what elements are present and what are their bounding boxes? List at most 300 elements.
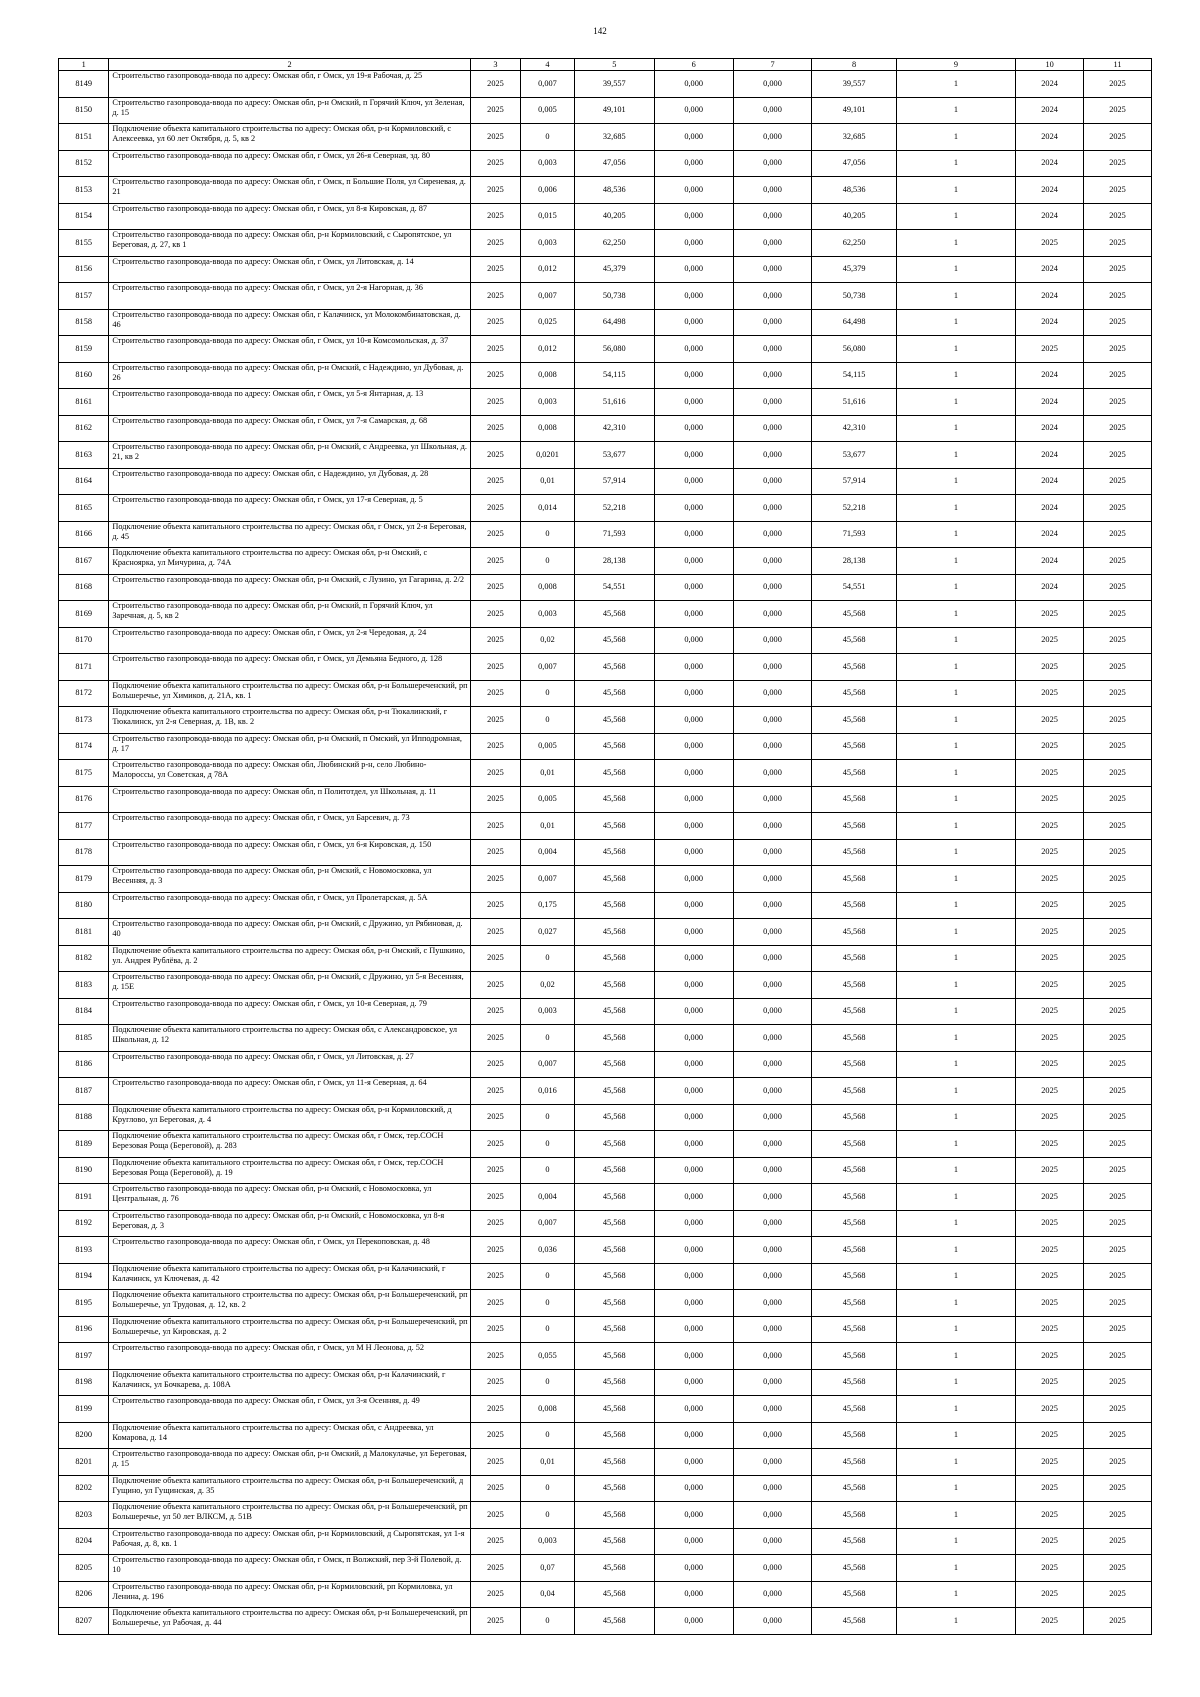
table-row bbox=[59, 892, 1152, 919]
col-4-value-cell: 0,008 bbox=[521, 574, 575, 601]
col-9-value-cell: 1 bbox=[896, 548, 1015, 575]
col-10-year-cell: 2025 bbox=[1016, 998, 1084, 1025]
col-10-year-cell: 2025 bbox=[1016, 680, 1084, 707]
col-9-value-cell: 1 bbox=[896, 362, 1015, 389]
col-7-value-cell: 0,000 bbox=[733, 1502, 812, 1529]
col-3-year-cell: 2025 bbox=[470, 919, 520, 946]
col-5-value-cell: 32,685 bbox=[574, 124, 654, 151]
col-9-value-cell: 1 bbox=[896, 1555, 1015, 1582]
table-row bbox=[59, 230, 1152, 257]
col-8-value-cell: 48,536 bbox=[812, 177, 896, 204]
col-5-value-cell: 45,568 bbox=[574, 1131, 654, 1158]
col-3-year-cell: 2025 bbox=[470, 1237, 520, 1264]
table-row bbox=[59, 150, 1152, 177]
col-4-value-cell: 0,005 bbox=[521, 786, 575, 813]
col-3-year-cell: 2025 bbox=[470, 654, 520, 681]
col-7-value-cell: 0,000 bbox=[733, 309, 812, 336]
col-9-value-cell: 1 bbox=[896, 601, 1015, 628]
row-number-cell: 8194 bbox=[59, 1263, 109, 1290]
table-row bbox=[59, 203, 1152, 230]
table-row bbox=[59, 733, 1152, 760]
col-10-year-cell: 2025 bbox=[1016, 1104, 1084, 1131]
col-10-year-cell: 2025 bbox=[1016, 1343, 1084, 1370]
table-row bbox=[59, 415, 1152, 442]
col-3-year-cell: 2025 bbox=[470, 1608, 520, 1635]
object-description-cell: Строительство газопровода-ввода по адресу: Омская обл, Любинский р-н, село Любино-Малороссы, ул Советская, д 78А bbox=[109, 760, 470, 787]
col-8-value-cell: 40,205 bbox=[812, 203, 896, 230]
col-10-year-cell: 2025 bbox=[1016, 1502, 1084, 1529]
col-5-value-cell: 54,551 bbox=[574, 574, 654, 601]
row-number-cell: 8163 bbox=[59, 442, 109, 469]
col-11-year-cell: 2025 bbox=[1084, 601, 1152, 628]
col-5-value-cell: 45,379 bbox=[574, 256, 654, 283]
col-4-value-cell: 0,0201 bbox=[521, 442, 575, 469]
col-9-value-cell: 1 bbox=[896, 1210, 1015, 1237]
col-5-value-cell: 45,568 bbox=[574, 680, 654, 707]
row-number-cell: 8155 bbox=[59, 230, 109, 257]
col-11-year-cell: 2025 bbox=[1084, 1184, 1152, 1211]
row-number-cell: 8203 bbox=[59, 1502, 109, 1529]
col-6-value-cell: 0,000 bbox=[654, 1210, 733, 1237]
table-row bbox=[59, 336, 1152, 363]
col-10-year-cell: 2025 bbox=[1016, 707, 1084, 734]
column-header-5: 5 bbox=[574, 59, 654, 71]
col-9-value-cell: 1 bbox=[896, 230, 1015, 257]
row-number-cell: 8173 bbox=[59, 707, 109, 734]
col-3-year-cell: 2025 bbox=[470, 733, 520, 760]
col-5-value-cell: 28,138 bbox=[574, 548, 654, 575]
col-7-value-cell: 0,000 bbox=[733, 177, 812, 204]
col-9-value-cell: 1 bbox=[896, 1051, 1015, 1078]
col-10-year-cell: 2025 bbox=[1016, 1184, 1084, 1211]
col-4-value-cell: 0,007 bbox=[521, 866, 575, 893]
col-5-value-cell: 45,568 bbox=[574, 707, 654, 734]
col-4-value-cell: 0,025 bbox=[521, 309, 575, 336]
col-8-value-cell: 45,568 bbox=[812, 1528, 896, 1555]
col-10-year-cell: 2025 bbox=[1016, 813, 1084, 840]
col-3-year-cell: 2025 bbox=[470, 283, 520, 310]
col-4-value-cell: 0 bbox=[521, 124, 575, 151]
table-row bbox=[59, 574, 1152, 601]
col-5-value-cell: 45,568 bbox=[574, 1608, 654, 1635]
row-number-cell: 8172 bbox=[59, 680, 109, 707]
col-8-value-cell: 45,568 bbox=[812, 1025, 896, 1052]
object-description-cell: Строительство газопровода-ввода по адресу: Омская обл, г Омск, ул 10-я Комсомольская, д. 37 bbox=[109, 336, 470, 363]
col-4-value-cell: 0,175 bbox=[521, 892, 575, 919]
col-4-value-cell: 0,036 bbox=[521, 1237, 575, 1264]
col-11-year-cell: 2025 bbox=[1084, 71, 1152, 98]
col-10-year-cell: 2025 bbox=[1016, 866, 1084, 893]
col-9-value-cell: 1 bbox=[896, 1025, 1015, 1052]
row-number-cell: 8158 bbox=[59, 309, 109, 336]
col-9-value-cell: 1 bbox=[896, 1343, 1015, 1370]
col-6-value-cell: 0,000 bbox=[654, 521, 733, 548]
table-row bbox=[59, 1131, 1152, 1158]
row-number-cell: 8201 bbox=[59, 1449, 109, 1476]
object-description-cell: Строительство газопровода-ввода по адресу: Омская обл, г Омск, ул 17-я Северная, д. 5 bbox=[109, 495, 470, 522]
col-11-year-cell: 2025 bbox=[1084, 177, 1152, 204]
col-5-value-cell: 45,568 bbox=[574, 972, 654, 999]
object-description-cell: Строительство газопровода-ввода по адресу: Омская обл, р-н Омский, с Дружино, ул Рябиновая, д. 40 bbox=[109, 919, 470, 946]
table-row bbox=[59, 71, 1152, 98]
col-6-value-cell: 0,000 bbox=[654, 468, 733, 495]
col-9-value-cell: 1 bbox=[896, 71, 1015, 98]
table-row bbox=[59, 707, 1152, 734]
col-10-year-cell: 2024 bbox=[1016, 124, 1084, 151]
col-6-value-cell: 0,000 bbox=[654, 1422, 733, 1449]
col-7-value-cell: 0,000 bbox=[733, 601, 812, 628]
col-7-value-cell: 0,000 bbox=[733, 654, 812, 681]
col-4-value-cell: 0 bbox=[521, 1608, 575, 1635]
row-number-cell: 8157 bbox=[59, 283, 109, 310]
table-row bbox=[59, 1396, 1152, 1423]
row-number-cell: 8182 bbox=[59, 945, 109, 972]
col-7-value-cell: 0,000 bbox=[733, 256, 812, 283]
col-11-year-cell: 2025 bbox=[1084, 97, 1152, 124]
col-8-value-cell: 45,379 bbox=[812, 256, 896, 283]
col-4-value-cell: 0,007 bbox=[521, 71, 575, 98]
col-11-year-cell: 2025 bbox=[1084, 1078, 1152, 1105]
col-10-year-cell: 2024 bbox=[1016, 97, 1084, 124]
col-5-value-cell: 62,250 bbox=[574, 230, 654, 257]
col-10-year-cell: 2025 bbox=[1016, 1157, 1084, 1184]
object-description-cell: Подключение объекта капитального строительства по адресу: Омская обл, р-н Кормиловский, д Круглово, ул Береговая, д. 4 bbox=[109, 1104, 470, 1131]
col-11-year-cell: 2025 bbox=[1084, 1290, 1152, 1317]
col-10-year-cell: 2024 bbox=[1016, 150, 1084, 177]
col-3-year-cell: 2025 bbox=[470, 150, 520, 177]
col-10-year-cell: 2025 bbox=[1016, 1555, 1084, 1582]
col-11-year-cell: 2025 bbox=[1084, 283, 1152, 310]
col-7-value-cell: 0,000 bbox=[733, 1449, 812, 1476]
col-5-value-cell: 53,677 bbox=[574, 442, 654, 469]
col-3-year-cell: 2025 bbox=[470, 1528, 520, 1555]
table-row bbox=[59, 1025, 1152, 1052]
col-6-value-cell: 0,000 bbox=[654, 1369, 733, 1396]
object-description-cell: Строительство газопровода-ввода по адресу: Омская обл, р-н Омский, п Омский, ул Ипподромная, д. 17 bbox=[109, 733, 470, 760]
col-5-value-cell: 45,568 bbox=[574, 945, 654, 972]
col-5-value-cell: 57,914 bbox=[574, 468, 654, 495]
row-number-cell: 8170 bbox=[59, 627, 109, 654]
object-description-cell: Подключение объекта капитального строительства по адресу: Омская обл, с Андреевка, ул Комарова, д. 14 bbox=[109, 1422, 470, 1449]
table-row bbox=[59, 521, 1152, 548]
col-10-year-cell: 2024 bbox=[1016, 521, 1084, 548]
col-11-year-cell: 2025 bbox=[1084, 627, 1152, 654]
col-10-year-cell: 2024 bbox=[1016, 415, 1084, 442]
col-11-year-cell: 2025 bbox=[1084, 203, 1152, 230]
col-9-value-cell: 1 bbox=[896, 998, 1015, 1025]
col-9-value-cell: 1 bbox=[896, 972, 1015, 999]
column-header-3: 3 bbox=[470, 59, 520, 71]
object-description-cell: Подключение объекта капитального строительства по адресу: Омская обл, р-н Омский, с Пушкино, ул. Андрея Рублёва, д. 2 bbox=[109, 945, 470, 972]
col-9-value-cell: 1 bbox=[896, 892, 1015, 919]
row-number-cell: 8150 bbox=[59, 97, 109, 124]
col-3-year-cell: 2025 bbox=[470, 1051, 520, 1078]
col-4-value-cell: 0 bbox=[521, 1263, 575, 1290]
row-number-cell: 8205 bbox=[59, 1555, 109, 1582]
col-6-value-cell: 0,000 bbox=[654, 574, 733, 601]
col-4-value-cell: 0,003 bbox=[521, 601, 575, 628]
col-7-value-cell: 0,000 bbox=[733, 1369, 812, 1396]
col-5-value-cell: 45,568 bbox=[574, 1184, 654, 1211]
col-5-value-cell: 45,568 bbox=[574, 1422, 654, 1449]
col-4-value-cell: 0 bbox=[521, 945, 575, 972]
col-3-year-cell: 2025 bbox=[470, 972, 520, 999]
col-11-year-cell: 2025 bbox=[1084, 945, 1152, 972]
table-row bbox=[59, 972, 1152, 999]
object-description-cell: Строительство газопровода-ввода по адресу: Омская обл, г Омск, ул Литовская, д. 14 bbox=[109, 256, 470, 283]
col-10-year-cell: 2024 bbox=[1016, 442, 1084, 469]
row-number-cell: 8178 bbox=[59, 839, 109, 866]
col-10-year-cell: 2025 bbox=[1016, 945, 1084, 972]
col-6-value-cell: 0,000 bbox=[654, 1581, 733, 1608]
col-6-value-cell: 0,000 bbox=[654, 256, 733, 283]
row-number-cell: 8199 bbox=[59, 1396, 109, 1423]
object-description-cell: Строительство газопровода-ввода по адресу: Омская обл, г Омск, ул М Н Леонова, д. 52 bbox=[109, 1343, 470, 1370]
col-11-year-cell: 2025 bbox=[1084, 362, 1152, 389]
col-8-value-cell: 45,568 bbox=[812, 1210, 896, 1237]
object-description-cell: Подключение объекта капитального строительства по адресу: Омская обл, р-н Большереченский, д Гущино, ул Гущинская, д. 35 bbox=[109, 1475, 470, 1502]
col-10-year-cell: 2025 bbox=[1016, 1078, 1084, 1105]
row-number-cell: 8153 bbox=[59, 177, 109, 204]
col-10-year-cell: 2025 bbox=[1016, 1449, 1084, 1476]
row-number-cell: 8161 bbox=[59, 389, 109, 416]
col-7-value-cell: 0,000 bbox=[733, 1051, 812, 1078]
object-description-cell: Подключение объекта капитального строительства по адресу: Омская обл, г Омск, тер.СОСН Березовая Роща (Береговой), д. 19 bbox=[109, 1157, 470, 1184]
col-7-value-cell: 0,000 bbox=[733, 1528, 812, 1555]
col-5-value-cell: 45,568 bbox=[574, 1025, 654, 1052]
col-3-year-cell: 2025 bbox=[470, 1422, 520, 1449]
col-7-value-cell: 0,000 bbox=[733, 786, 812, 813]
object-description-cell: Подключение объекта капитального строительства по адресу: Омская обл, р-н Тюкалинский, г Тюкалинск, ул 2-я Северная, д. 1В, кв. 2 bbox=[109, 707, 470, 734]
col-6-value-cell: 0,000 bbox=[654, 203, 733, 230]
object-description-cell: Строительство газопровода-ввода по адресу: Омская обл, р-н Омский, п Горячий Ключ, ул Зеленая, д. 15 bbox=[109, 97, 470, 124]
col-9-value-cell: 1 bbox=[896, 1502, 1015, 1529]
col-3-year-cell: 2025 bbox=[470, 389, 520, 416]
col-11-year-cell: 2025 bbox=[1084, 919, 1152, 946]
col-7-value-cell: 0,000 bbox=[733, 680, 812, 707]
row-number-cell: 8151 bbox=[59, 124, 109, 151]
table-row bbox=[59, 1343, 1152, 1370]
row-number-cell: 8188 bbox=[59, 1104, 109, 1131]
object-description-cell: Подключение объекта капитального строительства по адресу: Омская обл, р-н Большереченский, рп Большеречье, ул 50 лет ВЛКСМ, д. 51В bbox=[109, 1502, 470, 1529]
table-row bbox=[59, 1608, 1152, 1635]
col-4-value-cell: 0 bbox=[521, 707, 575, 734]
col-3-year-cell: 2025 bbox=[470, 627, 520, 654]
col-9-value-cell: 1 bbox=[896, 1608, 1015, 1635]
row-number-cell: 8167 bbox=[59, 548, 109, 575]
col-8-value-cell: 45,568 bbox=[812, 1237, 896, 1264]
col-8-value-cell: 45,568 bbox=[812, 1396, 896, 1423]
col-9-value-cell: 1 bbox=[896, 733, 1015, 760]
col-8-value-cell: 42,310 bbox=[812, 415, 896, 442]
col-5-value-cell: 47,056 bbox=[574, 150, 654, 177]
table-row bbox=[59, 97, 1152, 124]
row-number-cell: 8177 bbox=[59, 813, 109, 840]
col-6-value-cell: 0,000 bbox=[654, 1555, 733, 1582]
col-7-value-cell: 0,000 bbox=[733, 574, 812, 601]
table-row bbox=[59, 813, 1152, 840]
object-description-cell: Строительство газопровода-ввода по адресу: Омская обл, р-н Омский, с Надеждино, ул Дубовая, д. 26 bbox=[109, 362, 470, 389]
col-3-year-cell: 2025 bbox=[470, 1104, 520, 1131]
col-9-value-cell: 1 bbox=[896, 1369, 1015, 1396]
col-3-year-cell: 2025 bbox=[470, 574, 520, 601]
col-11-year-cell: 2025 bbox=[1084, 521, 1152, 548]
col-8-value-cell: 64,498 bbox=[812, 309, 896, 336]
object-description-cell: Строительство газопровода-ввода по адресу: Омская обл, г Калачинск, ул Молокомбинатовская, д. 46 bbox=[109, 309, 470, 336]
col-3-year-cell: 2025 bbox=[470, 495, 520, 522]
col-11-year-cell: 2025 bbox=[1084, 1581, 1152, 1608]
col-10-year-cell: 2024 bbox=[1016, 548, 1084, 575]
col-9-value-cell: 1 bbox=[896, 389, 1015, 416]
col-5-value-cell: 45,568 bbox=[574, 1528, 654, 1555]
col-6-value-cell: 0,000 bbox=[654, 442, 733, 469]
col-6-value-cell: 0,000 bbox=[654, 336, 733, 363]
row-number-cell: 8196 bbox=[59, 1316, 109, 1343]
row-number-cell: 8185 bbox=[59, 1025, 109, 1052]
col-4-value-cell: 0 bbox=[521, 1290, 575, 1317]
col-10-year-cell: 2024 bbox=[1016, 177, 1084, 204]
row-number-cell: 8193 bbox=[59, 1237, 109, 1264]
row-number-cell: 8165 bbox=[59, 495, 109, 522]
table-row bbox=[59, 1422, 1152, 1449]
col-9-value-cell: 1 bbox=[896, 627, 1015, 654]
col-11-year-cell: 2025 bbox=[1084, 1131, 1152, 1158]
col-11-year-cell: 2025 bbox=[1084, 336, 1152, 363]
col-8-value-cell: 71,593 bbox=[812, 521, 896, 548]
col-4-value-cell: 0,007 bbox=[521, 1210, 575, 1237]
col-8-value-cell: 45,568 bbox=[812, 680, 896, 707]
col-5-value-cell: 45,568 bbox=[574, 919, 654, 946]
col-8-value-cell: 45,568 bbox=[812, 627, 896, 654]
col-3-year-cell: 2025 bbox=[470, 1343, 520, 1370]
col-7-value-cell: 0,000 bbox=[733, 495, 812, 522]
col-4-value-cell: 0,01 bbox=[521, 1449, 575, 1476]
col-9-value-cell: 1 bbox=[896, 97, 1015, 124]
col-5-value-cell: 39,557 bbox=[574, 71, 654, 98]
col-3-year-cell: 2025 bbox=[470, 442, 520, 469]
col-11-year-cell: 2025 bbox=[1084, 654, 1152, 681]
col-4-value-cell: 0,006 bbox=[521, 177, 575, 204]
col-9-value-cell: 1 bbox=[896, 415, 1015, 442]
col-8-value-cell: 45,568 bbox=[812, 866, 896, 893]
col-3-year-cell: 2025 bbox=[470, 1131, 520, 1158]
col-3-year-cell: 2025 bbox=[470, 892, 520, 919]
col-10-year-cell: 2025 bbox=[1016, 1422, 1084, 1449]
col-10-year-cell: 2025 bbox=[1016, 1396, 1084, 1423]
col-3-year-cell: 2025 bbox=[470, 1263, 520, 1290]
col-4-value-cell: 0,003 bbox=[521, 1528, 575, 1555]
col-7-value-cell: 0,000 bbox=[733, 415, 812, 442]
col-3-year-cell: 2025 bbox=[470, 415, 520, 442]
row-number-cell: 8176 bbox=[59, 786, 109, 813]
table-row bbox=[59, 786, 1152, 813]
col-4-value-cell: 0,01 bbox=[521, 760, 575, 787]
object-description-cell: Подключение объекта капитального строительства по адресу: Омская обл, г Омск, ул 2-я Береговая, д. 45 bbox=[109, 521, 470, 548]
col-3-year-cell: 2025 bbox=[470, 866, 520, 893]
col-8-value-cell: 53,677 bbox=[812, 442, 896, 469]
col-6-value-cell: 0,000 bbox=[654, 1449, 733, 1476]
col-4-value-cell: 0,007 bbox=[521, 654, 575, 681]
col-10-year-cell: 2025 bbox=[1016, 733, 1084, 760]
col-6-value-cell: 0,000 bbox=[654, 998, 733, 1025]
col-10-year-cell: 2024 bbox=[1016, 71, 1084, 98]
col-3-year-cell: 2025 bbox=[470, 945, 520, 972]
col-9-value-cell: 1 bbox=[896, 521, 1015, 548]
row-number-cell: 8149 bbox=[59, 71, 109, 98]
object-description-cell: Строительство газопровода-ввода по адресу: Омская обл, г Омск, ул 7-я Самарская, д. 68 bbox=[109, 415, 470, 442]
col-6-value-cell: 0,000 bbox=[654, 495, 733, 522]
col-11-year-cell: 2025 bbox=[1084, 1237, 1152, 1264]
object-description-cell: Строительство газопровода-ввода по адресу: Омская обл, р-н Омский, с Новомосковка, ул 8-я Береговая, д. 3 bbox=[109, 1210, 470, 1237]
col-9-value-cell: 1 bbox=[896, 1475, 1015, 1502]
table-row bbox=[59, 680, 1152, 707]
col-8-value-cell: 45,568 bbox=[812, 1369, 896, 1396]
row-number-cell: 8202 bbox=[59, 1475, 109, 1502]
col-11-year-cell: 2025 bbox=[1084, 733, 1152, 760]
object-description-cell: Строительство газопровода-ввода по адресу: Омская обл, г Омск, ул 6-я Кировская, д. 150 bbox=[109, 839, 470, 866]
table-row bbox=[59, 1210, 1152, 1237]
row-number-cell: 8175 bbox=[59, 760, 109, 787]
object-description-cell: Подключение объекта капитального строительства по адресу: Омская обл, р-н Калачинский, г Калачинск, ул Бочкарева, д. 108А bbox=[109, 1369, 470, 1396]
table-row bbox=[59, 945, 1152, 972]
col-8-value-cell: 45,568 bbox=[812, 972, 896, 999]
col-3-year-cell: 2025 bbox=[470, 177, 520, 204]
col-5-value-cell: 45,568 bbox=[574, 1104, 654, 1131]
row-number-cell: 8166 bbox=[59, 521, 109, 548]
table-row bbox=[59, 1051, 1152, 1078]
col-7-value-cell: 0,000 bbox=[733, 150, 812, 177]
col-8-value-cell: 45,568 bbox=[812, 998, 896, 1025]
col-11-year-cell: 2025 bbox=[1084, 1369, 1152, 1396]
col-11-year-cell: 2025 bbox=[1084, 495, 1152, 522]
table-row bbox=[59, 1316, 1152, 1343]
object-description-cell: Строительство газопровода-ввода по адресу: Омская обл, г Омск, ул 19-я Рабочая, д. 25 bbox=[109, 71, 470, 98]
col-4-value-cell: 0 bbox=[521, 680, 575, 707]
col-7-value-cell: 0,000 bbox=[733, 945, 812, 972]
col-6-value-cell: 0,000 bbox=[654, 601, 733, 628]
header-row bbox=[59, 59, 1152, 71]
col-6-value-cell: 0,000 bbox=[654, 283, 733, 310]
col-6-value-cell: 0,000 bbox=[654, 150, 733, 177]
col-4-value-cell: 0,014 bbox=[521, 495, 575, 522]
table-row bbox=[59, 1290, 1152, 1317]
col-6-value-cell: 0,000 bbox=[654, 362, 733, 389]
col-8-value-cell: 45,568 bbox=[812, 1343, 896, 1370]
object-description-cell: Подключение объекта капитального строительства по адресу: Омская обл, г Омск, тер.СОСН Березовая Роща (Береговой), д. 283 bbox=[109, 1131, 470, 1158]
col-8-value-cell: 45,568 bbox=[812, 1581, 896, 1608]
col-10-year-cell: 2024 bbox=[1016, 495, 1084, 522]
object-description-cell: Подключение объекта капитального строительства по адресу: Омская обл, р-н Кормиловский, с Алексеевка, ул 60 лет Октября, д. 5, кв 2 bbox=[109, 124, 470, 151]
col-3-year-cell: 2025 bbox=[470, 468, 520, 495]
col-7-value-cell: 0,000 bbox=[733, 1025, 812, 1052]
col-4-value-cell: 0,008 bbox=[521, 1396, 575, 1423]
col-11-year-cell: 2025 bbox=[1084, 707, 1152, 734]
row-number-cell: 8160 bbox=[59, 362, 109, 389]
col-7-value-cell: 0,000 bbox=[733, 362, 812, 389]
col-4-value-cell: 0 bbox=[521, 521, 575, 548]
object-description-cell: Строительство газопровода-ввода по адресу: Омская обл, р-н Омский, с Новомосковка, ул Весенняя, д. 3 bbox=[109, 866, 470, 893]
col-11-year-cell: 2025 bbox=[1084, 548, 1152, 575]
col-7-value-cell: 0,000 bbox=[733, 707, 812, 734]
table-row bbox=[59, 548, 1152, 575]
col-4-value-cell: 0,012 bbox=[521, 256, 575, 283]
table-row bbox=[59, 124, 1152, 151]
col-6-value-cell: 0,000 bbox=[654, 813, 733, 840]
col-4-value-cell: 0,008 bbox=[521, 362, 575, 389]
table-row bbox=[59, 654, 1152, 681]
col-6-value-cell: 0,000 bbox=[654, 680, 733, 707]
col-6-value-cell: 0,000 bbox=[654, 760, 733, 787]
